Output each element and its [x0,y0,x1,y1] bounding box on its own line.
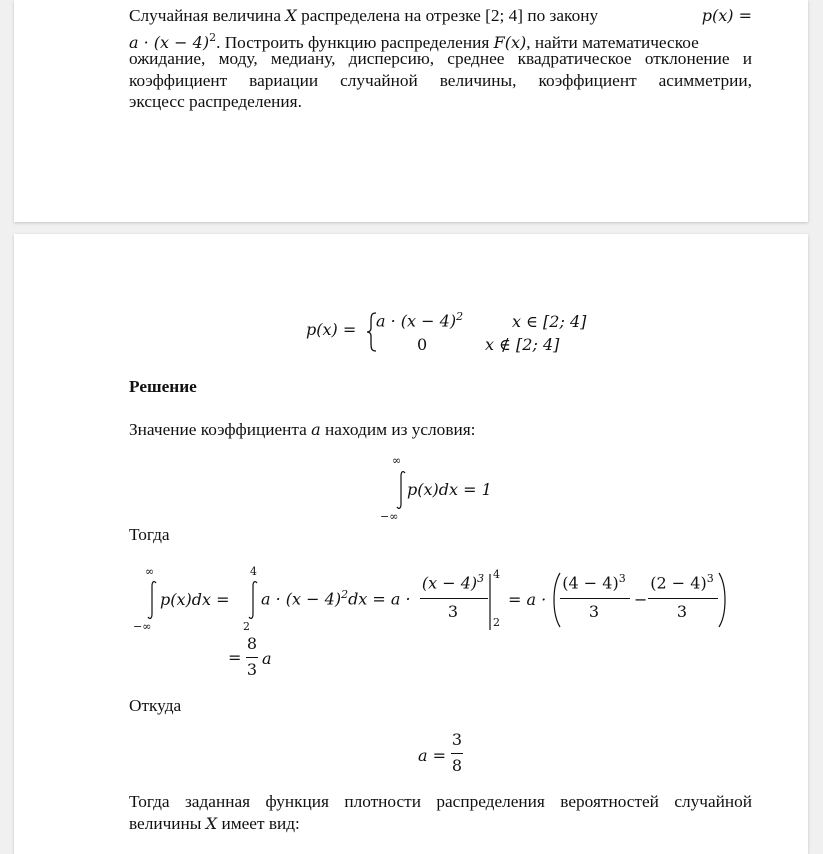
integral-sign-icon [394,470,408,510]
fraction-bar [246,657,258,658]
minus-sign: − [634,590,648,609]
piecewise-lhs: p(x) = [306,320,357,339]
variable-x: X [205,813,218,833]
eq-a: = a · [508,590,547,609]
problem-line-3: ожидание, моду, медиану, дисперсию, среднее квадратическое отклонение и [129,49,752,68]
page-2 [14,234,808,854]
right-paren-icon [718,572,728,628]
case-1-expr: $a \cdot (x - 4)^2$ [376,310,464,331]
problem-text: распределена на отрезке [2; 4] по закону [301,6,599,25]
fraction-numerator: $(x - 4)^3$ [421,572,485,593]
fraction-denominator: 8 [451,756,463,775]
fraction-denominator: 3 [246,660,258,679]
pdf-formula: a · (x − 4) [129,32,210,52]
problem-statement [129,5,752,113]
distribution-function: F(x) [493,32,527,52]
result-a: a [262,649,272,668]
eval-upper: 4 [493,568,500,581]
coefficient-a: a [311,420,321,439]
pdf-head: p(x) = [701,6,752,25]
fraction-numerator: $(2 - 4)^3$ [650,572,714,593]
lower-limit: −∞ [133,620,152,633]
lower-limit: −∞ [380,510,399,523]
case-1-condition: x ∈ [2; 4] [512,312,587,331]
final-line-1: Тогда заданная функция плотности распределения вероятностей случайной [129,792,752,811]
integral-expr: p(x)dx = [160,590,230,609]
upper-limit: ∞ [392,454,402,467]
fraction-numerator: $(4 - 4)^3$ [562,572,626,593]
otkuda-label: Откуда [129,696,182,715]
integrand: $a \cdot (x - 4)^2dx = a$ · [261,588,411,609]
fraction-bar [648,598,718,599]
final-line-2: величины X имеет вид: [129,813,300,833]
togda-label: Тогда [129,525,170,544]
evaluation-bar [488,574,492,630]
solution-heading: Решение [129,377,197,396]
variable-x: X [285,6,297,25]
eval-lower: 2 [493,616,500,629]
upper-limit: ∞ [145,565,155,578]
final-paragraph [129,791,752,834]
problem-text: , найти математическое [526,32,699,52]
condition-expr: p(x)dx = 1 [407,480,492,499]
problem-line-2 [129,27,752,52]
problem-line-1 [129,5,752,27]
problem-line-5: эксцесс распределения. [129,92,302,111]
fraction-numerator: 8 [246,634,258,653]
integral-sign-icon [246,580,260,620]
fraction-bar [560,598,630,599]
result-eq: = [228,648,242,667]
fraction-bar [451,753,463,754]
lower-limit: 2 [243,620,250,633]
intro-line: Значение коэффициента a находим из условия: [129,420,476,439]
fraction-numerator: 3 [451,730,463,749]
integral-sign-icon [145,580,159,620]
case-2-expr: 0 [417,335,428,354]
fraction-denominator: 3 [588,602,600,621]
a-lhs: a = [418,746,447,765]
problem-line-4: коэффициент вариации случайной величины, коэффициент асимметрии, [129,70,752,90]
fraction-bar [420,598,488,599]
exponent: 2 [209,30,217,44]
problem-text: Случайная величина [129,6,282,25]
case-2-condition: x ∉ [2; 4] [485,335,560,354]
problem-text: . Построить функцию распределения [216,32,490,52]
fraction-denominator: 3 [447,602,459,621]
fraction-denominator: 3 [676,602,688,621]
page-1 [14,0,808,222]
upper-limit: 4 [250,565,257,578]
